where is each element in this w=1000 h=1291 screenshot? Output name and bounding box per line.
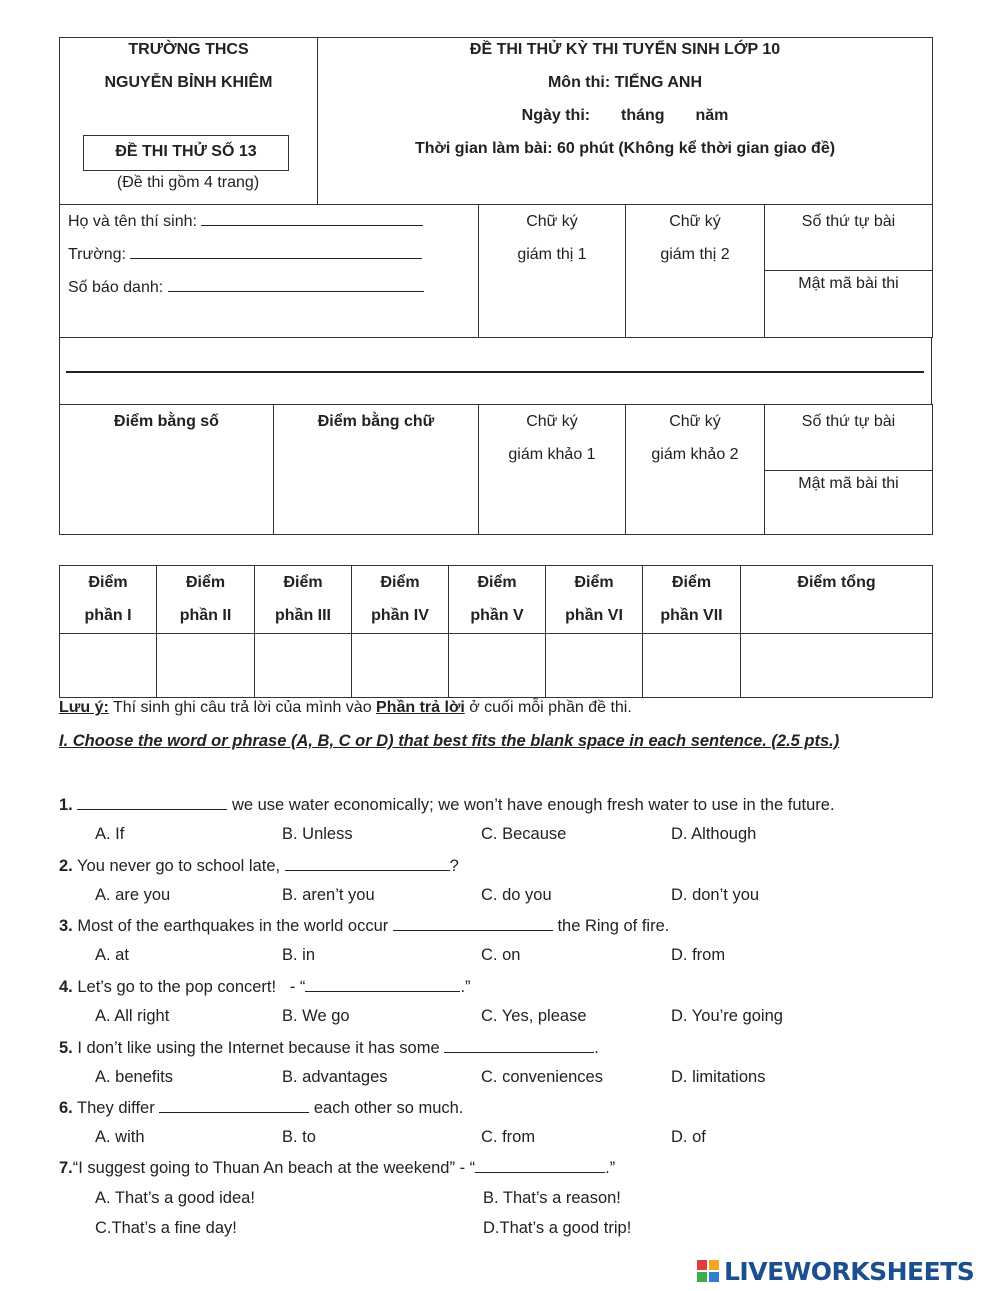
part-header-4 <box>352 566 449 634</box>
part-header-5-line2: phần V <box>470 607 524 624</box>
liveworksheets-logo[interactable] <box>697 1257 974 1285</box>
question-2 <box>59 856 459 876</box>
examiner2-sig-line2: giám khảo 2 <box>651 446 739 463</box>
question-6-number: 6. <box>59 1099 73 1117</box>
question-1-option-d[interactable]: D. Although <box>671 825 757 843</box>
logo-block-orange <box>709 1260 719 1270</box>
question-7-number: 7. <box>59 1159 73 1177</box>
question-1-blank[interactable] <box>77 795 227 810</box>
question-5-option-a[interactable]: A. benefits <box>95 1068 173 1086</box>
question-4-option-d[interactable]: D. You’re going <box>671 1007 783 1025</box>
question-2-option-d[interactable]: D. don’t you <box>671 886 760 904</box>
exam-subject: Môn thi: TIẾNG ANH <box>547 74 703 91</box>
question-3-blank[interactable] <box>393 916 553 931</box>
question-4-option-b[interactable]: B. We go <box>282 1007 350 1025</box>
question-1-number: 1. <box>59 796 73 814</box>
school-name-line2: NGUYỄN BỈNH KHIÊM <box>104 74 273 91</box>
part-header-1 <box>60 566 157 634</box>
date-label: Ngày thi: <box>521 107 591 124</box>
total-score[interactable] <box>741 634 933 698</box>
proctor1-sig-line1: Chữ ký <box>526 213 578 230</box>
question-6-blank[interactable] <box>159 1098 309 1113</box>
question-7-option-b[interactable]: B. That’s a reason! <box>483 1189 621 1207</box>
question-3-after: the Ring of fire. <box>552 917 670 935</box>
part-header-7-line1: Điểm <box>671 574 712 591</box>
question-4 <box>59 977 471 997</box>
part-header-5-line1: Điểm <box>477 574 517 591</box>
exam-title-cell <box>318 38 933 205</box>
question-5-after: . <box>594 1039 599 1057</box>
question-7-option-d[interactable]: D.That’s a good trip! <box>483 1219 632 1237</box>
seq-label: Số thứ tự bài <box>801 213 896 230</box>
year-label: năm <box>695 107 729 124</box>
question-3-option-c[interactable]: C. on <box>481 946 521 964</box>
total-score-label: Điểm tổng <box>797 574 876 591</box>
proctor2-signature-cell <box>626 205 765 338</box>
seq-code-cell <box>765 205 933 338</box>
question-4-option-c[interactable]: C. Yes, please <box>481 1007 587 1025</box>
part-header-4-line1: Điểm <box>380 574 420 591</box>
part-header-6-line1: Điểm <box>574 574 614 591</box>
question-6 <box>59 1098 463 1118</box>
score-text-cell <box>274 405 479 535</box>
question-5-option-d[interactable]: D. limitations <box>671 1068 766 1086</box>
question-7-option-c[interactable]: C.That’s a fine day! <box>95 1219 237 1237</box>
question-4-before: Let’s go to the pop concert! - “ <box>72 978 306 996</box>
question-6-before: They differ <box>72 1099 160 1117</box>
examiner2-sig-line1: Chữ ký <box>669 413 721 430</box>
part-score-4[interactable] <box>352 634 449 698</box>
proctor2-sig-line2: giám thị 2 <box>660 246 730 263</box>
question-3 <box>59 916 669 936</box>
question-2-before: You never go to school late, <box>72 857 285 875</box>
examiner1-sig-line2: giám khảo 1 <box>508 446 596 463</box>
part-header-1-line1: Điểm <box>88 574 128 591</box>
proctor1-signature-cell <box>479 205 626 338</box>
examiner1-sig-line1: Chữ ký <box>526 413 578 430</box>
header-table <box>59 37 933 205</box>
question-4-blank[interactable] <box>305 977 460 992</box>
question-1-option-b[interactable]: B. Unless <box>282 825 353 843</box>
question-2-option-b[interactable]: B. aren’t you <box>282 886 375 904</box>
candidate-name-row <box>68 205 478 238</box>
total-score-header <box>741 566 933 634</box>
brand-name: LIVEWORKSHEETS <box>724 1256 975 1286</box>
grading-code-label: Mật mã bài thi <box>798 475 899 492</box>
question-6-option-d[interactable]: D. of <box>671 1128 706 1146</box>
note-text1: Thí sinh ghi câu trả lời của mình vào <box>108 699 377 716</box>
candidate-id-blank[interactable] <box>168 277 424 292</box>
question-1-after: we use water economically; we won’t have enough fresh water to use in the future. <box>227 796 835 814</box>
question-1-option-c[interactable]: C. Because <box>481 825 567 843</box>
question-4-option-a[interactable]: A. All right <box>95 1007 170 1025</box>
question-7-blank[interactable] <box>475 1158 605 1173</box>
question-5-number: 5. <box>59 1039 73 1057</box>
question-6-option-c[interactable]: C. from <box>481 1128 536 1146</box>
logo-block-green <box>697 1272 707 1282</box>
exam-duration: Thời gian làm bài: 60 phút (Không kể thời gian giao đề) <box>414 140 836 157</box>
question-2-option-c[interactable]: C. do you <box>481 886 552 904</box>
candidate-name-blank[interactable] <box>201 211 423 226</box>
question-5-before: I don’t like using the Internet because it has some <box>72 1039 445 1057</box>
logo-block-blue <box>709 1272 719 1282</box>
school-name-line1: TRƯỜNG THCS <box>128 41 249 58</box>
question-2-option-a[interactable]: A. are you <box>95 886 171 904</box>
part-header-2-line2: phần II <box>179 607 232 624</box>
part-header-3 <box>255 566 352 634</box>
question-6-option-b[interactable]: B. to <box>282 1128 316 1146</box>
examiner1-signature-cell <box>479 405 626 535</box>
candidate-id-label: Số báo danh: <box>68 279 164 296</box>
code-label: Mật mã bài thi <box>798 275 899 292</box>
part-header-6-line2: phần VI <box>565 607 623 624</box>
grading-seq-code-cell <box>765 405 933 535</box>
question-5-option-b[interactable]: B. advantages <box>282 1068 388 1086</box>
note-line <box>59 699 632 717</box>
question-2-blank[interactable] <box>285 856 450 871</box>
question-4-number: 4. <box>59 978 73 996</box>
note-highlight: Phần trả lời <box>376 699 465 716</box>
part-score-7[interactable] <box>643 634 741 698</box>
candidate-name-label: Họ và tên thí sinh: <box>68 213 197 230</box>
part-score-6[interactable] <box>546 634 643 698</box>
cut-line <box>66 371 924 373</box>
candidate-info-cell <box>60 205 479 338</box>
question-4-after: .” <box>460 978 471 996</box>
part-score-5[interactable] <box>449 634 546 698</box>
exam-date <box>318 99 932 132</box>
question-3-option-a[interactable]: A. at <box>95 946 129 964</box>
part-score-1[interactable] <box>60 634 157 698</box>
candidate-school-label: Trường: <box>68 246 126 263</box>
grading-seq-label: Số thứ tự bài <box>801 413 896 430</box>
question-7-after: .” <box>605 1159 616 1177</box>
school-cell <box>60 38 318 205</box>
question-3-option-b[interactable]: B. in <box>282 946 316 964</box>
part-header-1-line2: phần I <box>84 607 132 624</box>
candidate-id-row <box>68 271 478 304</box>
part-header-3-line2: phần III <box>275 607 331 624</box>
question-2-after: ? <box>449 857 459 875</box>
parts-score-table <box>59 565 933 698</box>
page-count: (Đề thi gồm 4 trang) <box>116 174 260 191</box>
exam-code-box: ĐỀ THI THỬ SỐ 13 <box>83 135 289 171</box>
part-header-5 <box>449 566 546 634</box>
question-2-number: 2. <box>59 857 73 875</box>
proctor1-sig-line2: giám thị 1 <box>517 246 587 263</box>
logo-block-red <box>697 1260 707 1270</box>
part-header-3-line1: Điểm <box>283 574 323 591</box>
question-1-option-a[interactable]: A. If <box>95 825 125 843</box>
section1-title: I. Choose the word or phrase (A, B, C or D) that best fits the blank space in each sentence. (2.5 pts.) <box>59 732 840 750</box>
score-number-cell <box>60 405 274 535</box>
score-number-label: Điểm bằng số <box>114 413 219 430</box>
question-6-after: each other so much. <box>309 1099 464 1117</box>
question-1 <box>59 795 835 815</box>
examiner2-signature-cell <box>626 405 765 535</box>
question-7-before: “I suggest going to Thuan An beach at the weekend” - “ <box>72 1159 476 1177</box>
part-header-7-line2: phần VII <box>660 607 723 624</box>
month-label: tháng <box>621 107 665 124</box>
part-header-4-line2: phần IV <box>371 607 429 624</box>
question-3-before: Most of the earthquakes in the world occur <box>72 917 393 935</box>
part-header-2 <box>157 566 255 634</box>
question-5-option-c[interactable]: C. conveniences <box>481 1068 603 1086</box>
note-text2: ở cuối mỗi phần đề thi. <box>464 699 632 716</box>
score-text-label: Điểm bằng chữ <box>317 413 435 430</box>
part-header-6 <box>546 566 643 634</box>
question-7-option-a[interactable]: A. That’s a good idea! <box>95 1189 255 1207</box>
question-3-number: 3. <box>59 917 73 935</box>
logo-blocks-icon <box>697 1260 719 1282</box>
question-3-option-d[interactable]: D. from <box>671 946 726 964</box>
question-5-blank[interactable] <box>444 1038 594 1053</box>
note-label: Lưu ý: <box>59 699 109 716</box>
candidate-table <box>59 204 933 338</box>
part-score-3[interactable] <box>255 634 352 698</box>
exam-title: ĐỀ THI THỬ KỲ THI TUYỂN SINH LỚP 10 <box>469 41 781 58</box>
question-7 <box>59 1158 615 1178</box>
question-5 <box>59 1038 599 1058</box>
part-score-2[interactable] <box>157 634 255 698</box>
part-header-7 <box>643 566 741 634</box>
candidate-school-row <box>68 238 478 271</box>
question-6-option-a[interactable]: A. with <box>95 1128 145 1146</box>
grading-table <box>59 404 933 535</box>
proctor2-sig-line1: Chữ ký <box>669 213 721 230</box>
part-header-2-line1: Điểm <box>185 574 226 591</box>
candidate-school-blank[interactable] <box>130 244 422 259</box>
